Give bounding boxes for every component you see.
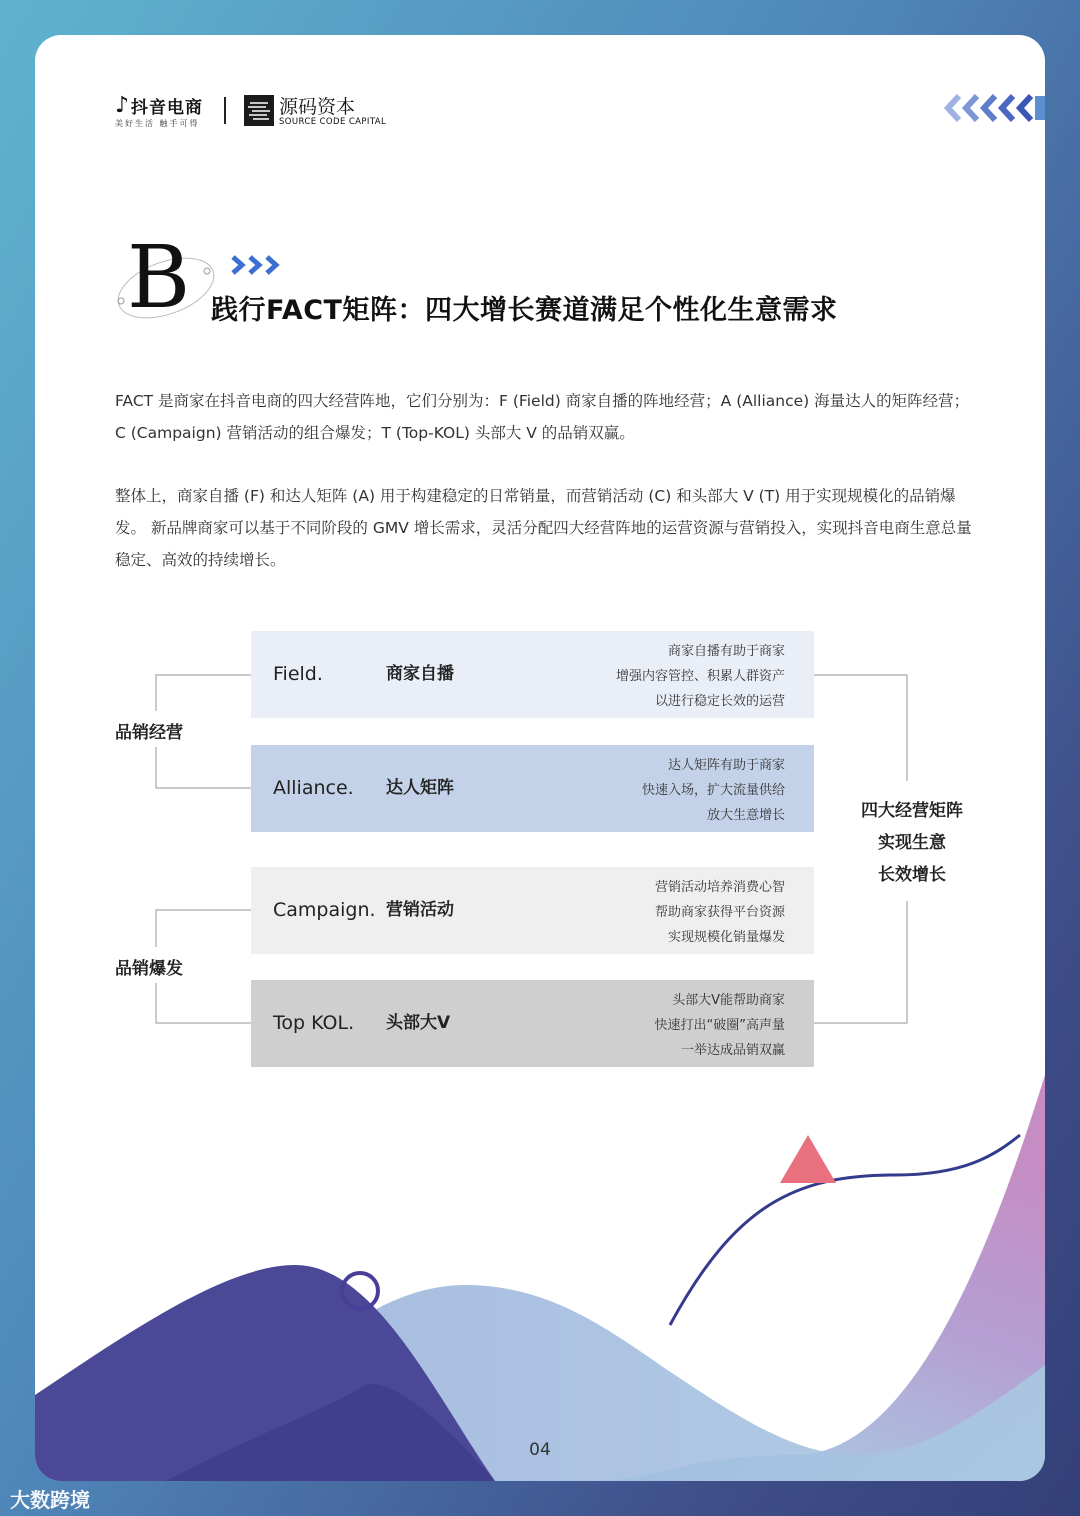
desc-line: 达人矩阵有助于商家: [667, 758, 785, 773]
page-number: 04: [529, 1440, 551, 1460]
fact-row-campaign: [251, 867, 814, 954]
row-cn-label: 头部大V: [386, 1013, 451, 1033]
fact-row-field: [251, 631, 814, 718]
desc-line: 营销活动培养消费心智: [654, 880, 785, 895]
row-description: [616, 639, 785, 714]
desc-line: 快速入场，扩大流量供给: [641, 783, 785, 798]
summary-line: 长效增长: [878, 865, 946, 885]
source-code-name-cn: 源码资本: [279, 96, 356, 118]
row-en-label: Field.: [273, 663, 323, 685]
fact-row-alliance: [251, 745, 814, 832]
row-description: [642, 753, 785, 828]
desc-line: 放大生意增长: [706, 808, 785, 823]
row-en-label: Alliance.: [273, 777, 354, 799]
intro-paragraph: FACT 是商家在抖音电商的四大经营阵地，它们分别为：F (Field) 商家自播的阵地经营；A (Alliance) 海量达人的矩阵经营；C (Campaign) 营销活动的组合爆发；T (Top-KOL) 头部大 V 的品销双赢。: [115, 392, 970, 442]
wave-decoration: [35, 1035, 1045, 1481]
summary-line: 四大经营矩阵: [861, 801, 963, 821]
row-cn-label: 达人矩阵: [386, 778, 454, 798]
douyin-slogan: 美好生活 触手可得: [115, 119, 200, 128]
matrix-summary-label: [857, 795, 967, 891]
summary-paragraph: 整体上，商家自播 (F) 和达人矩阵 (A) 用于构建稳定的日常销量，而营销活动 (C) 和头部大 V (T) 用于实现规模化的品销爆发。 新品牌商家可以基于不同阶段的 GMV 增长需求，灵活分配四大经营阵地的运营资源与营销投入，实现抖音电商生意总量稳定、高效的持续增长。: [115, 487, 972, 569]
desc-line: 帮助商家获得平台资源: [654, 905, 785, 920]
row-en-label: Top KOL.: [273, 1012, 355, 1034]
watermark: 大数跨境: [10, 1488, 90, 1512]
section-title: 践行FACT矩阵：四大增长赛道满足个性化生意需求: [211, 295, 838, 326]
summary-line: 实现生意: [878, 833, 946, 853]
page-card: [35, 35, 1045, 1481]
desc-line: 实现规模化销量爆发: [667, 930, 785, 945]
row-en-label: Campaign.: [273, 899, 376, 921]
row-cn-label: 商家自播: [386, 664, 454, 684]
row-description: [655, 875, 785, 950]
desc-line: 快速打出“破圈”高声量: [654, 1018, 785, 1033]
desc-line: 头部大V能帮助商家: [672, 993, 785, 1008]
tiktok-note-icon: ♪: [115, 93, 130, 118]
source-code-name-en: SOURCE CODE CAPITAL: [279, 117, 387, 127]
diagram-connectors: [35, 35, 1045, 1135]
desc-line: 商家自播有助于商家: [667, 644, 785, 659]
group-label-brand-burst: 品销爆发: [115, 959, 183, 979]
section-letter: B: [127, 228, 191, 328]
desc-line: 一举达成品销双赢: [680, 1043, 785, 1058]
douyin-title: 抖音电商: [131, 98, 204, 118]
group-label-brand-operation: 品销经营: [115, 723, 183, 743]
desc-line: 以进行稳定长效的运营: [654, 694, 785, 709]
row-cn-label: 营销活动: [386, 900, 454, 920]
desc-line: 增强内容管控、积累人群资产: [615, 669, 785, 684]
